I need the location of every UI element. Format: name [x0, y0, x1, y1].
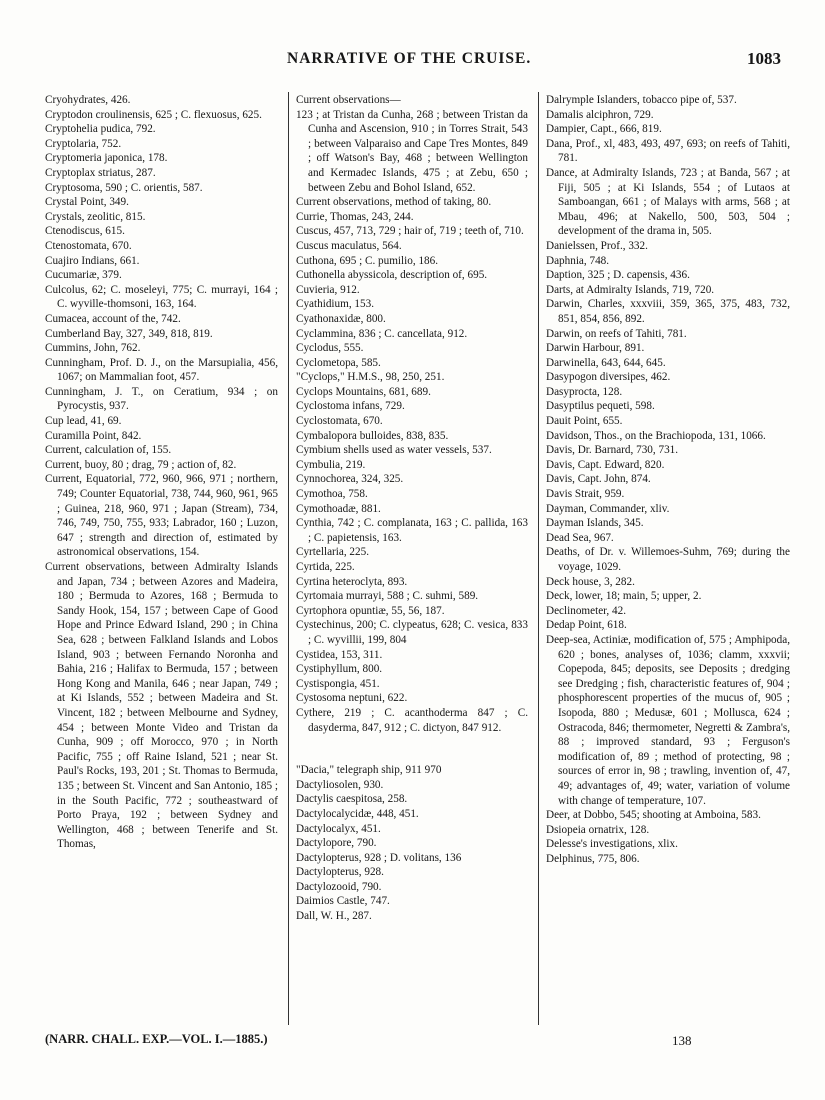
- index-entry: Cymbulia, 219.: [296, 458, 366, 471]
- index-entry: Dsiopeia ornatrix, 128.: [546, 823, 650, 836]
- index-entry: Dasyprocta, 128.: [546, 385, 623, 398]
- index-entry: Current, Equatorial, 772, 960, 966, 971 ; northern, 749; Counter Equatorial, 738, 744, 960, 961, 965 ; Guinea, 218, 960, 971 ; Japan (Stream), 734, 746, 749, 750, 755, 933; Labrador, 160 ; Luzon, 647 ; strength and direction of, estimated by astronomical observations, 154.: [45, 473, 278, 559]
- index-entry: Cuscus maculatus, 564.: [296, 239, 402, 252]
- index-entry: 123 ; at Tristan da Cunha, 268 ; between Tristan da Cunha and Ascension, 910 ; in Torres Strait, 543 ; between Valparaiso and Cape Tres Montes, 849 ; off Watson's Bay, 468 ; between Wellington and Kermadec Islands, 475 ; at Zebu, 650 ; between Zebu and Bohol Island, 652.: [296, 108, 528, 194]
- index-entry: Cystiphyllum, 800.: [296, 663, 383, 676]
- index-entry: Cyclostomata, 670.: [296, 415, 383, 428]
- index-entry: Dasypogon diversipes, 462.: [546, 371, 671, 384]
- index-entry: Cryptomeria japonica, 178.: [45, 152, 168, 165]
- index-entry: Dayman Islands, 345.: [546, 517, 644, 530]
- index-entry: Dana, Prof., xl, 483, 493, 497, 693; on reefs of Tahiti, 781.: [546, 137, 790, 165]
- index-entry: Davis, Capt. John, 874.: [546, 473, 651, 486]
- index-entry: Davidson, Thos., on the Brachiopoda, 131, 1066.: [546, 429, 766, 442]
- index-entry: Davis, Dr. Barnard, 730, 731.: [546, 444, 679, 457]
- index-entry: Darwinella, 643, 644, 645.: [546, 356, 666, 369]
- index-entry: "Cyclops," H.M.S., 98, 250, 251.: [296, 371, 445, 384]
- index-entry: Declinometer, 42.: [546, 604, 627, 617]
- index-entry: Cuvieria, 912.: [296, 283, 360, 296]
- index-entry: Cyathonaxidæ, 800.: [296, 312, 386, 325]
- index-entry: Daption, 325 ; D. capensis, 436.: [546, 269, 690, 282]
- index-entry: Dalrymple Islanders, tobacco pipe of, 537.: [546, 94, 737, 106]
- index-entry: Deck, lower, 18; main, 5; upper, 2.: [546, 590, 702, 603]
- index-entry: Cummins, John, 762.: [45, 342, 141, 355]
- index-entry: Cumberland Bay, 327, 349, 818, 819.: [45, 327, 213, 340]
- index-entry: Damalis alciphron, 729.: [546, 108, 654, 121]
- index-entry: Deep-sea, Actiniæ, modification of, 575 ; Amphipoda, 620 ; bones, analyses of, 1036; clamm, xxxvii; Copepoda, 845; deposits, see Deposits ; dredging see Dredging ; fish, characteristic features of, 904 ; phosphorescent properties of the mucus of, 905 ; Isopoda, 880 ; Medusæ, 601 ; Mollusca, 624 ; Ostracoda, 846; thermometer, Negretti & Zambra's, 88 ; improved standard, 93 ; Ferguson's modification of, 89 ; method of protecting, 98 ; sources of error in, 98 ; trawling, invention of, 47, 49; advantages of, 49; water, variation of volume with change of temperature, 107.: [546, 633, 790, 807]
- index-entry: Dayman, Commander, xliv.: [546, 502, 670, 515]
- index-entry: Cyathidium, 153.: [296, 298, 375, 311]
- index-entry: "Dacia," telegraph ship, 911 970: [296, 764, 442, 777]
- index-entry: Deer, at Dobbo, 545; shooting at Amboina, 583.: [546, 809, 761, 822]
- index-entry: Cryptoplax striatus, 287.: [45, 166, 156, 179]
- index-entry: Dead Sea, 967.: [546, 531, 614, 544]
- index-entry: Cyrtellaria, 225.: [296, 546, 370, 559]
- index-entry: Culcolus, 62; C. moseleyi, 775; C. murrayi, 164 ; C. wyville-thomsoni, 163, 164.: [45, 283, 278, 311]
- index-entry: Cryptosoma, 590 ; C. orientis, 587.: [45, 181, 203, 194]
- index-column-3: [546, 93, 790, 866]
- index-entry: Cup lead, 41, 69.: [45, 415, 122, 428]
- index-entry: Crystals, zeolitic, 815.: [45, 210, 146, 223]
- index-entry: Cyrtina heteroclyta, 893.: [296, 575, 408, 588]
- index-entry: Dedap Point, 618.: [546, 619, 627, 632]
- index-entry: Cynnochorea, 324, 325.: [296, 473, 404, 486]
- index-entry: Cyrtomaia murrayi, 588 ; C. suhmi, 589.: [296, 590, 479, 603]
- index-entry: Cucumariæ, 379.: [45, 269, 122, 282]
- index-entry: Cuthona, 695 ; C. pumilio, 186.: [296, 254, 439, 267]
- index-entry: Dactylopore, 790.: [296, 837, 377, 850]
- index-entry: Darts, at Admiralty Islands, 719, 720.: [546, 283, 715, 296]
- index-entry: Darwin Harbour, 891.: [546, 342, 645, 355]
- index-entry: Davis, Capt. Edward, 820.: [546, 458, 665, 471]
- index-entry: Dampier, Capt., 666, 819.: [546, 123, 662, 136]
- index-entry: Cythere, 219 ; C. acanthoderma 847 ; C. dasyderma, 847, 912 ; C. dictyon, 847 912.: [296, 706, 528, 734]
- index-entry: Cunningham, J. T., on Ceratium, 934 ; on Pyrocystis, 937.: [45, 385, 278, 413]
- footer-series-title: (NARR. CHALL. EXP.—VOL. I.—1885.): [45, 1032, 268, 1046]
- index-entry: Dance, at Admiralty Islands, 723 ; at Banda, 567 ; at Fiji, 505 ; at Ki Islands, 554 ; of Lutaos at Samboangan, 661 ; of Malays with arms, 568 ; at Mbau, 496; at Nakello, 500, 503, 504 ; development of the drama in, 505.: [546, 166, 790, 238]
- index-entry: Danielssen, Prof., 332.: [546, 239, 648, 252]
- index-entry: Cymothoa, 758.: [296, 488, 368, 501]
- index-entry: Cystechinus, 200; C. clypeatus, 628; C. vesica, 833 ; C. wyvillii, 199, 804: [296, 619, 528, 646]
- index-entry: Current observations, between Admiralty Islands and Japan, 734 ; between Azores and Madeira, 180 ; Bermuda to Azores, 168 ; Bermuda to Sandy Hook, 154, 157 ; between Cape of Good Hope and Prince Edward Island, 290 ; in China Sea, 628 ; between Falkland Islands and Lobos Island, 903 ; between Fernando Noronha and Bahia, 216 ; Halifax to Bermuda, 157 ; between Hong Kong and Manila, 646 ; near Japan, 749 ; at Ki Islands, 552 ; between Madeira and St. Vincent, 182 ; between Melbourne and Sydney, 454 ; between Monte Video and Tristan da Cunha, 909 ; off Morocco, 970 ; in North Pacific, 755 ; off Raine Island, 521 ; near St. Paul's Rocks, 193, 201 ; St. Thomas to Bermuda, 135 ; between St. Vincent and San Antonio, 185 ; in the South Pacific, 772 ; southeastward of Porto Praya, 192 ; between Sydney and Wellington, 468 ; between Tenerife and St. Thomas,: [45, 561, 278, 851]
- page-number: 1083: [747, 49, 781, 68]
- index-entry: Cystidea, 153, 311.: [296, 648, 383, 661]
- index-entry: Cyrtida, 225.: [296, 561, 355, 573]
- index-entry: Dasyptilus pequeti, 598.: [546, 400, 655, 413]
- index-entry: Cryohydrates, 426.: [45, 94, 131, 106]
- index-entry: Davis Strait, 959.: [546, 488, 625, 501]
- index-entry: Delphinus, 775, 806.: [546, 852, 640, 865]
- index-entry: Dauit Point, 655.: [546, 415, 623, 428]
- index-entry: Ctenostomata, 670.: [45, 239, 132, 252]
- index-entry: Cymbium shells used as water vessels, 537.: [296, 444, 492, 457]
- index-entry: Cryptolaria, 752.: [45, 137, 122, 150]
- index-entry: Current, buoy, 80 ; drag, 79 ; action of, 82.: [45, 458, 237, 471]
- index-entry: Dall, W. H., 287.: [296, 910, 372, 923]
- index-entry: Current, calculation of, 155.: [45, 444, 172, 457]
- index-entry: Cyclammina, 836 ; C. cancellata, 912.: [296, 327, 468, 340]
- index-entry: Cunningham, Prof. D. J., on the Marsupialia, 456, 1067; on Mammalian foot, 457.: [45, 356, 278, 384]
- index-entry: Cyclostoma infans, 729.: [296, 400, 405, 413]
- column-divider: [288, 92, 289, 1025]
- index-column-2: [296, 93, 528, 924]
- index-column-1: [45, 93, 278, 852]
- index-entry: Cyclodus, 555.: [296, 342, 364, 355]
- index-entry: Deck house, 3, 282.: [546, 575, 635, 588]
- index-entry: Dactylozooid, 790.: [296, 880, 382, 893]
- index-entry: Curamilla Point, 842.: [45, 429, 142, 442]
- index-entry: Cyclops Mountains, 681, 689.: [296, 385, 431, 398]
- index-entry: Ctenodiscus, 615.: [45, 225, 125, 238]
- index-entry: Dactylopterus, 928.: [296, 866, 384, 879]
- index-entry: Cynthia, 742 ; C. complanata, 163 ; C. pallida, 163 ; C. papietensis, 163.: [296, 517, 528, 544]
- index-entry: Daphnia, 748.: [546, 254, 610, 267]
- index-entry: Cryptohelia pudica, 792.: [45, 123, 156, 136]
- index-entry: Cuscus, 457, 713, 729 ; hair of, 719 ; teeth of, 710.: [296, 225, 524, 238]
- index-entry: Current observations, method of taking, 80.: [296, 196, 492, 209]
- index-entry: Dactylocalycidæ, 448, 451.: [296, 807, 419, 820]
- index-entry: Current observations—: [296, 94, 401, 106]
- index-entry: Cuajiro Indians, 661.: [45, 254, 140, 267]
- index-entry: Cystosoma neptuni, 622.: [296, 692, 408, 705]
- index-entry: Delesse's investigations, xlix.: [546, 838, 678, 851]
- footer-signature: 138: [672, 1033, 692, 1048]
- index-entry: Darwin, on reefs of Tahiti, 781.: [546, 327, 687, 340]
- index-entry: Dactylocalyx, 451.: [296, 822, 381, 835]
- index-entry: Cyclometopa, 585.: [296, 356, 381, 369]
- index-entry: Cymbalopora bulloides, 838, 835.: [296, 429, 449, 442]
- index-entry: Daimios Castle, 747.: [296, 895, 390, 908]
- index-entry: Deaths, of Dr. v. Willemoes-Suhm, 769; during the voyage, 1029.: [546, 546, 790, 573]
- index-entry: Currie, Thomas, 243, 244.: [296, 210, 414, 223]
- page-header: [0, 50, 825, 74]
- index-entry: Dactyliosolen, 930.: [296, 778, 384, 791]
- index-entry: Cuthonella abyssicola, description of, 695.: [296, 269, 488, 282]
- index-entry: Cumacea, account of the, 742.: [45, 312, 181, 325]
- index-entry: Dactylopterus, 928 ; D. volitans, 136: [296, 851, 462, 864]
- index-entry: Darwin, Charles, xxxviii, 359, 365, 375, 483, 732, 851, 854, 856, 892.: [546, 298, 790, 325]
- index-entry: Cryptodon croulinensis, 625 ; C. flexuosus, 625.: [45, 108, 262, 121]
- running-head: NARRATIVE OF THE CRUISE.: [287, 50, 532, 67]
- index-entry: Dactylis caespitosa, 258.: [296, 793, 408, 806]
- index-entry: Cystispongia, 451.: [296, 677, 380, 690]
- index-entry: Cymothoadæ, 881.: [296, 502, 381, 515]
- column-divider: [538, 92, 539, 1025]
- index-entry: Cyrtophora opuntiæ, 55, 56, 187.: [296, 604, 445, 617]
- index-entry: Crystal Point, 349.: [45, 196, 129, 209]
